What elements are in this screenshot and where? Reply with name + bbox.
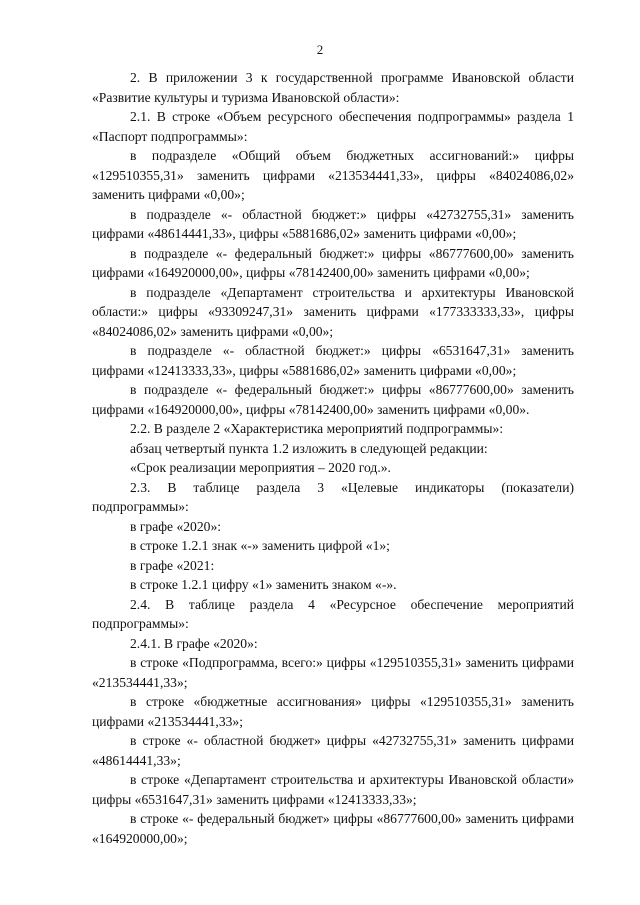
paragraph: в строке «- федеральный бюджет» цифры «86777600,00» заменить цифрами «164920000,00»; <box>92 811 574 846</box>
paragraph: в подразделе «- федеральный бюджет:» цифры «86777600,00» заменить цифрами «164920000,00», цифры «78142400,00» заменить цифрами «0,00». <box>92 382 574 417</box>
document-body <box>92 68 574 848</box>
paragraph: 2.4.1. В графе «2020»: <box>130 635 258 651</box>
paragraph: в строке «Департамент строительства и архитектуры Ивановской области» цифры «6531647,31» заменить цифрами «12413333,33»; <box>92 772 574 807</box>
paragraph: 2.1. В строке «Объем ресурсного обеспечения подпрограммы» раздела 1 «Паспорт подпрограммы»: <box>92 109 574 144</box>
paragraph: 2.4. В таблице раздела 4 «Ресурсное обеспечение мероприятий подпрограммы»: <box>92 596 574 631</box>
paragraph: в строке 1.2.1 знак «-» заменить цифрой «1»; <box>130 538 390 553</box>
paragraph: абзац четвертый пункта 1.2 изложить в следующей редакции: <box>130 440 488 456</box>
paragraph: в подразделе «- областной бюджет:» цифры «6531647,31» заменить цифрами «12413333,33», цифры «5881686,02» заменить цифрами «0,00»; <box>92 343 574 378</box>
paragraph: в строке «бюджетные ассигнования» цифры «129510355,31» заменить цифрами «213534441,33»; <box>92 694 574 729</box>
paragraph: в подразделе «Общий объем бюджетных ассигнований:» цифры «129510355,31» заменить цифрами «213534441,33», цифры «84024086,02» заменить цифрами «0,00»; <box>92 148 574 202</box>
paragraph: в графе «2021: <box>130 557 215 573</box>
paragraph: в строке 1.2.1 цифру «1» заменить знаком «-». <box>130 577 397 592</box>
paragraph: в строке «- областной бюджет» цифры «42732755,31» заменить цифрами «48614441,33»; <box>92 733 574 768</box>
paragraph: в подразделе «- федеральный бюджет:» цифры «86777600,00» заменить цифрами «164920000,00», цифры «78142400,00» заменить цифрами «0,00»; <box>92 245 574 280</box>
page-number: 2 <box>316 42 324 57</box>
paragraph: 2. В приложении 3 к государственной программе Ивановской области «Развитие культуры и туризма Ивановской области»: <box>92 70 574 105</box>
paragraph: 2.2. В разделе 2 «Характеристика мероприятий подпрограммы»: <box>130 421 504 436</box>
paragraph: в строке «Подпрограмма, всего:» цифры «129510355,31» заменить цифрами «213534441,33»; <box>92 655 574 690</box>
paragraph: в графе «2020»: <box>130 518 222 534</box>
paragraph: 2.3. В таблице раздела 3 «Целевые индикаторы (показатели) подпрограммы»: <box>92 479 574 514</box>
paragraph: «Срок реализации мероприятия – 2020 год.». <box>130 460 391 475</box>
paragraph: в подразделе «Департамент строительства и архитектуры Ивановской области:» цифры «93309247,31» заменить цифрами «177333333,33», цифры «84024086,02» заменить цифрами «0,00»; <box>92 284 574 339</box>
paragraph: в подразделе «- областной бюджет:» цифры «42732755,31» заменить цифрами «48614441,33», цифры «5881686,02» заменить цифрами «0,00»; <box>92 206 574 241</box>
